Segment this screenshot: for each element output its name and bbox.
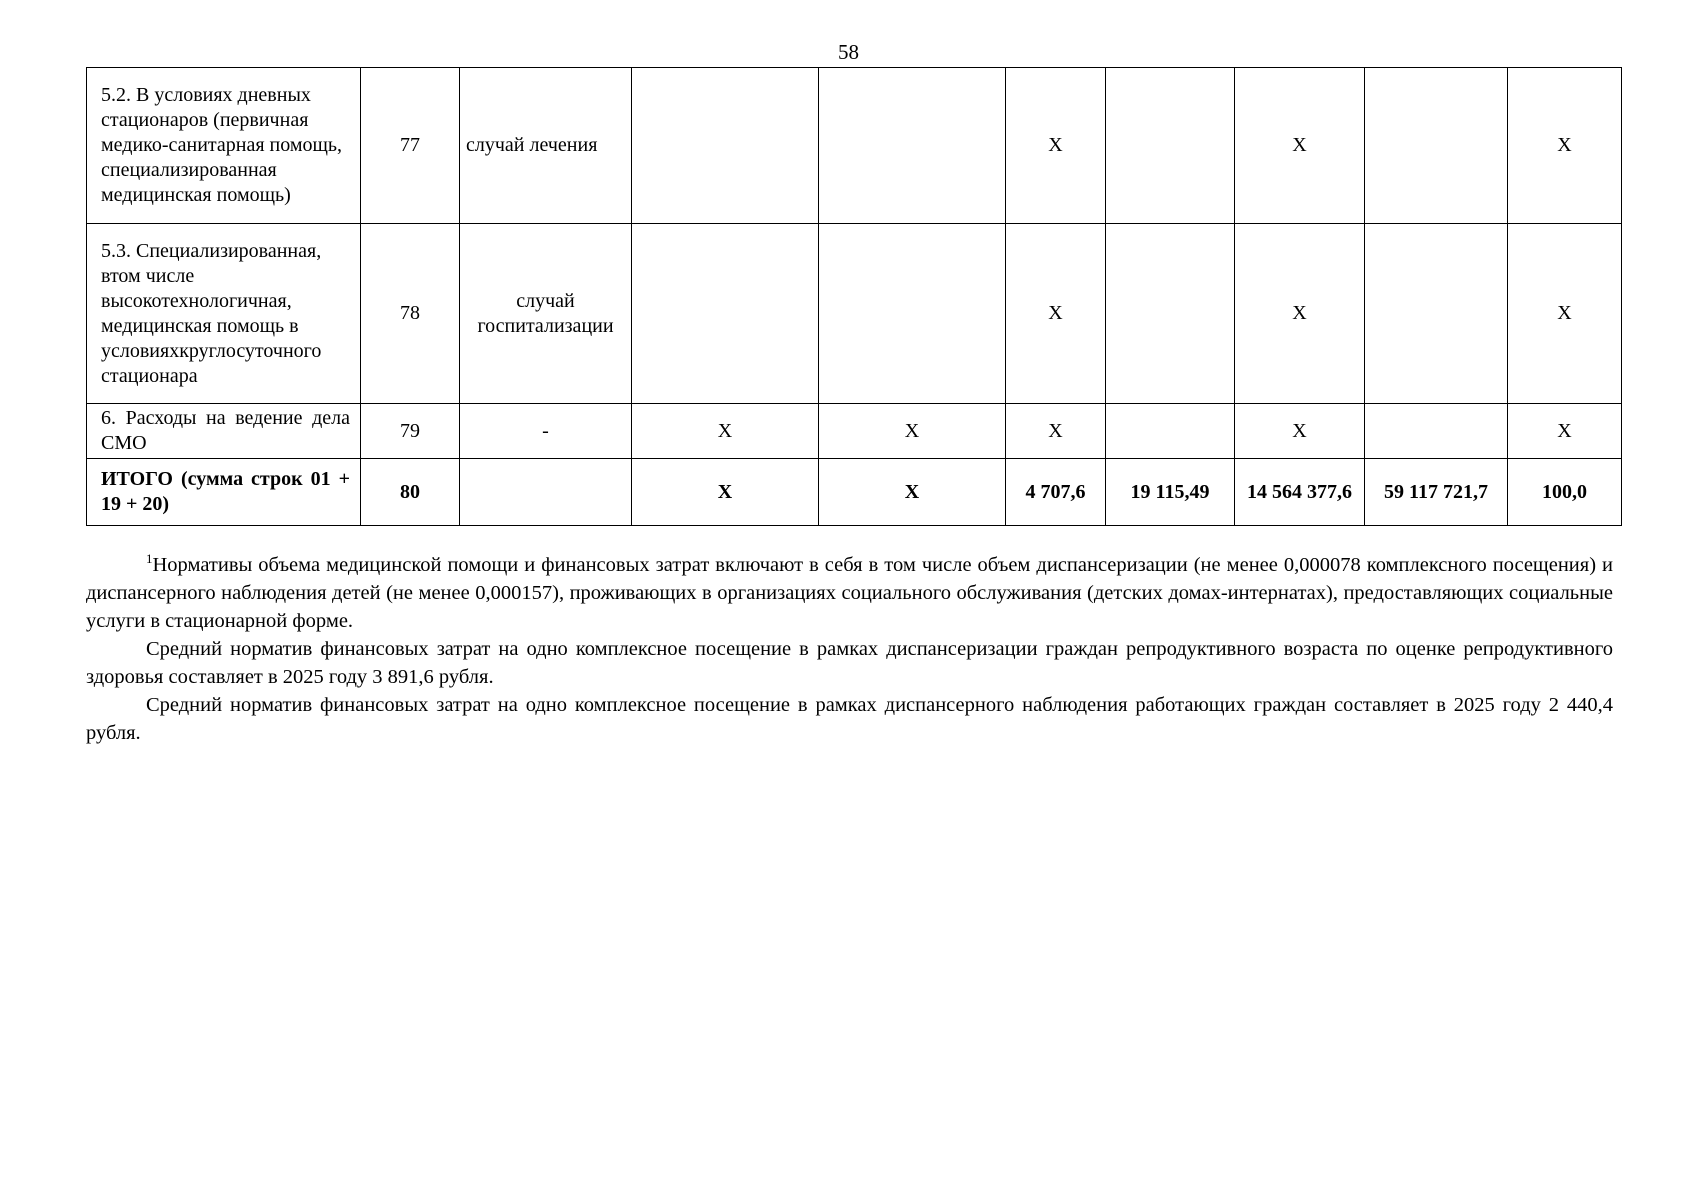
cell-col5: Х xyxy=(819,459,1006,526)
note-paragraph-3: Средний норматив финансовых затрат на одно комплексное посещение в рамках диспансерного наблюдения работающих граждан составляет в 2025 году 2 440,4 рубля. xyxy=(86,694,1613,744)
footnote-paragraph-1 xyxy=(86,551,1613,635)
cell-col6: Х xyxy=(1006,224,1106,404)
financial-standards-table xyxy=(86,67,1622,526)
row-name: ИТОГО (сумма строк 01 + 19 + 20) xyxy=(87,459,361,526)
page-number: 58 xyxy=(838,40,859,64)
cell-col7 xyxy=(1106,404,1235,459)
row-name: 6. Расходы на ведение дела СМО xyxy=(87,404,361,459)
cell-col5 xyxy=(819,224,1006,404)
cell-col9 xyxy=(1365,68,1508,224)
row-unit: - xyxy=(460,404,632,459)
table-row xyxy=(87,404,1622,459)
cell-col10: Х xyxy=(1508,68,1622,224)
cell-col8: Х xyxy=(1235,404,1365,459)
row-unit: случай лечения xyxy=(460,68,632,224)
row-unit: случай госпитализации xyxy=(460,224,632,404)
cell-col5 xyxy=(819,68,1006,224)
row-code: 78 xyxy=(361,224,460,404)
cell-col9 xyxy=(1365,404,1508,459)
row-name: 5.3. Специализированная, втом числе высокотехнологичная, медицинская помощь в условияхкруглосуточного стационара xyxy=(87,224,361,404)
cell-col6: 4 707,6 xyxy=(1006,459,1106,526)
row-code: 80 xyxy=(361,459,460,526)
footnotes xyxy=(86,551,1613,747)
table-row xyxy=(87,224,1622,404)
row-unit xyxy=(460,459,632,526)
table-row-total xyxy=(87,459,1622,526)
cell-col7: 19 115,49 xyxy=(1106,459,1235,526)
cell-col4 xyxy=(632,68,819,224)
row-code: 77 xyxy=(361,68,460,224)
cell-col10: Х xyxy=(1508,224,1622,404)
cell-col4 xyxy=(632,224,819,404)
footnote-mark: 1 xyxy=(146,551,153,566)
cell-col5: Х xyxy=(819,404,1006,459)
row-code: 79 xyxy=(361,404,460,459)
cell-col9: 59 117 721,7 xyxy=(1365,459,1508,526)
cell-col9 xyxy=(1365,224,1508,404)
note-paragraph-2: Средний норматив финансовых затрат на одно комплексное посещение в рамках диспансеризации граждан репродуктивного возраста по оценке репродуктивного здоровья составляет в 2025 году 3 891,6 рубля. xyxy=(86,638,1613,688)
footnote-text: Нормативы объема медицинской помощи и финансовых затрат включают в себя в том числе объем диспансеризации (не менее 0,000078 комплексного посещения) и диспансерного наблюдения детей (не менее 0,000157), проживающих в организациях социального обслуживания (детских домах-интернатах), предоставляющих социальные услуги в стационарной форме. xyxy=(86,554,1613,632)
cell-col8: 14 564 377,6 xyxy=(1235,459,1365,526)
cell-col4: Х xyxy=(632,459,819,526)
cell-col6: Х xyxy=(1006,404,1106,459)
cell-col7 xyxy=(1106,68,1235,224)
cell-col6: Х xyxy=(1006,68,1106,224)
cell-col10: 100,0 xyxy=(1508,459,1622,526)
table-row xyxy=(87,68,1622,224)
row-name: 5.2. В условиях дневных стационаров (первичная медико-санитарная помощь, специализированная медицинская помощь) xyxy=(87,68,361,224)
cell-col4: Х xyxy=(632,404,819,459)
cell-col8: Х xyxy=(1235,224,1365,404)
cell-col8: Х xyxy=(1235,68,1365,224)
cell-col7 xyxy=(1106,224,1235,404)
cell-col10: Х xyxy=(1508,404,1622,459)
